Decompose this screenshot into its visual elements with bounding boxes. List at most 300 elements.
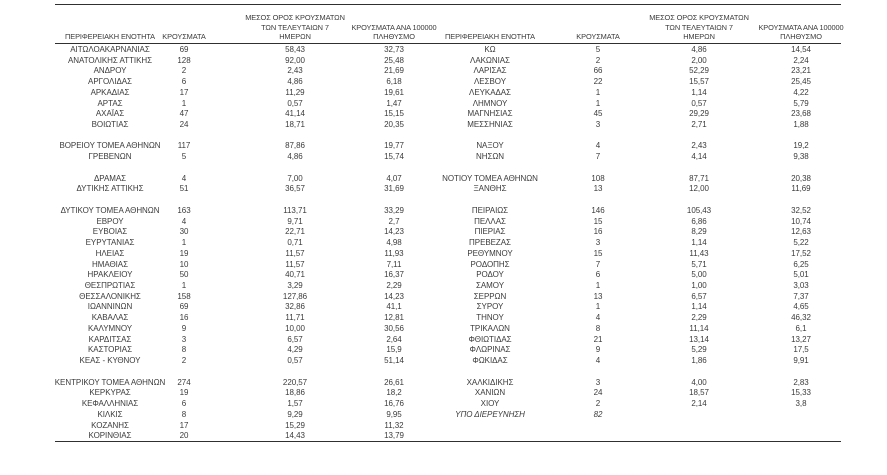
table-row bbox=[55, 312, 841, 323]
cases-cell: 163 bbox=[177, 205, 191, 215]
header-line: ΤΩΝ ΤΕΛΕΥΤΑΙΩΝ 7 bbox=[665, 22, 733, 32]
region-name-cell: ΚΩ bbox=[484, 44, 496, 54]
region-name-cell: ΛΑΡΙΣΑΣ bbox=[473, 66, 507, 76]
cases-cell: 13 bbox=[593, 291, 603, 301]
header-line: ΗΜΕΡΩΝ bbox=[683, 32, 715, 42]
per100k-cell: 9,38 bbox=[793, 152, 809, 162]
per100k-cell: 7,11 bbox=[386, 259, 402, 269]
region-name-cell: ΚΕΦΑΛΛΗΝΙΑΣ bbox=[81, 399, 139, 409]
cases-cell: 4 bbox=[181, 173, 187, 183]
cases-cell: 51 bbox=[179, 184, 189, 194]
region-name-cell: ΓΡΕΒΕΝΩΝ bbox=[88, 152, 132, 162]
per100k-cell: 32,52 bbox=[791, 205, 811, 215]
per100k-cell: 15,9 bbox=[386, 345, 402, 355]
header-line: ΚΡΟΥΣΜΑΤΑ ΑΝΑ 100000 bbox=[351, 22, 437, 32]
avg7-cell: 113,71 bbox=[283, 205, 307, 215]
region-name-cell: ΜΑΓΝΗΣΙΑΣ bbox=[467, 109, 513, 119]
avg7-cell: 29,29 bbox=[689, 109, 709, 119]
per100k-cell: 4,07 bbox=[386, 173, 402, 183]
per100k-cell: 12,63 bbox=[791, 227, 811, 237]
per100k-cell: 2,29 bbox=[386, 281, 402, 291]
per100k-header-right bbox=[758, 23, 843, 42]
table-row bbox=[55, 398, 841, 409]
table-row bbox=[55, 76, 841, 87]
cases-cell: 128 bbox=[177, 55, 191, 65]
avg7-cell: 11,57 bbox=[285, 259, 305, 269]
cases-cell: 1 bbox=[181, 281, 187, 291]
per100k-cell: 20,35 bbox=[384, 120, 404, 129]
cases-cell: 4 bbox=[595, 141, 601, 151]
avg7-cell: 10,00 bbox=[285, 323, 305, 333]
avg7-cell: 127,86 bbox=[282, 291, 308, 301]
cases-cell: 4 bbox=[181, 216, 187, 226]
cases-cell: 66 bbox=[593, 66, 603, 76]
region-name-cell: ΔΥΤΙΚΟΥ ΤΟΜΕΑ ΑΘΗΝΩΝ bbox=[60, 205, 160, 215]
avg7-cell: 87,71 bbox=[689, 173, 709, 183]
cases-cell: 108 bbox=[591, 173, 605, 183]
per100k-header-left bbox=[351, 23, 436, 42]
cases-cell: 13 bbox=[593, 184, 603, 194]
per100k-cell: 9,95 bbox=[386, 409, 402, 419]
cases-cell: 9 bbox=[595, 345, 601, 355]
cases-cell: 6 bbox=[181, 77, 187, 87]
avg7-cell: 13,14 bbox=[689, 334, 709, 344]
per100k-cell: 23,68 bbox=[791, 109, 811, 119]
cases-cell: 82 bbox=[593, 409, 603, 419]
avg7-cell: 2,43 bbox=[287, 66, 303, 76]
avg7-cell: 2,43 bbox=[691, 141, 707, 151]
avg7-cell: 18,86 bbox=[285, 388, 305, 398]
cases-cell: 6 bbox=[181, 399, 187, 409]
cases-cell: 2 bbox=[181, 356, 187, 366]
table-row bbox=[55, 108, 841, 119]
table-row bbox=[55, 430, 841, 441]
cases-header-right: ΚΡΟΥΣΜΑΤΑ bbox=[576, 32, 620, 42]
avg7-cell: 2,14 bbox=[691, 399, 707, 409]
region-name-cell: ΗΛΕΙΑΣ bbox=[95, 248, 125, 258]
cases-cell: 10 bbox=[179, 259, 189, 269]
cases-cell: 22 bbox=[593, 77, 603, 87]
region-name-cell: ΘΕΣΠΡΩΤΙΑΣ bbox=[84, 281, 136, 291]
avg7-cell: 41,14 bbox=[285, 109, 305, 119]
cases-cell: 1 bbox=[181, 238, 187, 248]
per100k-cell: 15,74 bbox=[384, 152, 404, 162]
cases-cell: 3 bbox=[595, 238, 601, 248]
table-row bbox=[55, 44, 841, 55]
region-name-cell: ΦΛΩΡΙΝΑΣ bbox=[469, 345, 511, 355]
avg7-cell: 4,29 bbox=[287, 345, 303, 355]
spacer-row bbox=[55, 130, 841, 141]
avg7-cell: 40,71 bbox=[285, 270, 305, 280]
per100k-cell: 12,81 bbox=[384, 313, 404, 323]
avg7-cell: 6,86 bbox=[691, 216, 707, 226]
per100k-cell: 51,14 bbox=[384, 356, 404, 366]
region-name-cell: ΡΕΘΥΜΝΟΥ bbox=[467, 248, 513, 258]
per100k-cell: 26,61 bbox=[384, 377, 404, 387]
cases-cell: 1 bbox=[595, 302, 601, 312]
header-line: ΠΛΗΘΥΣΜΟ bbox=[780, 32, 822, 42]
cases-cell: 1 bbox=[595, 281, 601, 291]
region-name-cell: ΚΕΑΣ - ΚΥΘΝΟΥ bbox=[79, 356, 141, 366]
per100k-cell: 32,73 bbox=[384, 44, 404, 54]
avg7-cell: 36,57 bbox=[285, 184, 305, 194]
cases-cell: 3 bbox=[595, 120, 601, 129]
avg7-cell: 15,29 bbox=[285, 420, 305, 430]
table-row bbox=[55, 409, 841, 420]
avg7-cell: 1,00 bbox=[691, 281, 707, 291]
cases-cell: 1 bbox=[595, 87, 601, 97]
region-name-cell: ΚΙΛΚΙΣ bbox=[97, 409, 123, 419]
per100k-cell: 3,03 bbox=[793, 281, 809, 291]
cases-cell: 16 bbox=[179, 313, 189, 323]
avg7-cell: 18,57 bbox=[689, 388, 709, 398]
region-name-cell: ΝΟΤΙΟΥ ΤΟΜΕΑ ΑΘΗΝΩΝ bbox=[442, 173, 538, 183]
region-name-cell: ΚΕΡΚΥΡΑΣ bbox=[89, 388, 131, 398]
region-header-right: ΠΕΡΙΦΕΡΕΙΑΚΗ ΕΝΟΤΗΤΑ bbox=[445, 32, 535, 42]
table-row bbox=[55, 302, 841, 313]
per100k-cell: 19,61 bbox=[384, 87, 404, 97]
per100k-cell: 14,54 bbox=[791, 44, 811, 54]
table-row bbox=[55, 65, 841, 76]
avg7-cell: 0,57 bbox=[287, 356, 303, 366]
per100k-cell: 20,38 bbox=[791, 173, 811, 183]
table-row bbox=[55, 184, 841, 195]
region-name-cell: ΚΕΝΤΡΙΚΟΥ ΤΟΜΕΑ ΑΘΗΝΩΝ bbox=[54, 377, 166, 387]
cases-cell: 117 bbox=[177, 141, 191, 151]
per100k-cell: 14,23 bbox=[384, 227, 404, 237]
per100k-cell: 11,69 bbox=[791, 184, 811, 194]
avg7-cell: 5,00 bbox=[691, 270, 707, 280]
per100k-cell: 6,25 bbox=[793, 259, 809, 269]
region-name-cell: ΦΘΙΩΤΙΔΑΣ bbox=[468, 334, 512, 344]
region-name-cell: ΛΑΚΩΝΙΑΣ bbox=[470, 55, 510, 65]
per100k-cell: 33,29 bbox=[384, 205, 404, 215]
cases-cell: 15 bbox=[593, 248, 603, 258]
per100k-cell: 25,48 bbox=[384, 55, 404, 65]
table-row bbox=[55, 420, 841, 431]
cases-cell: 19 bbox=[179, 388, 189, 398]
per100k-cell: 14,23 bbox=[384, 291, 404, 301]
avg7-cell: 4,86 bbox=[287, 152, 303, 162]
region-name-cell: ΧΑΛΚΙΔΙΚΗΣ bbox=[466, 377, 514, 387]
per100k-cell: 5,01 bbox=[793, 270, 809, 280]
cases-cell: 1 bbox=[595, 98, 601, 108]
table-row bbox=[55, 237, 841, 248]
header-line: ΜΕΣΟΣ ΟΡΟΣ ΚΡΟΥΣΜΑΤΩΝ bbox=[245, 12, 345, 22]
avg7-cell: 2,00 bbox=[691, 55, 707, 65]
spacer-row bbox=[55, 194, 841, 205]
avg7-cell: 92,00 bbox=[285, 55, 305, 65]
per100k-cell: 19,2 bbox=[793, 141, 809, 151]
per100k-cell: 31,69 bbox=[384, 184, 404, 194]
cases-cell: 158 bbox=[177, 291, 191, 301]
region-name-cell: ΚΑΣΤΟΡΙΑΣ bbox=[88, 345, 132, 355]
region-name-cell: ΡΟΔΟΥ bbox=[476, 270, 504, 280]
cases-cell: 9 bbox=[181, 323, 187, 333]
region-name-cell: ΦΩΚΙΔΑΣ bbox=[472, 356, 508, 366]
avg7-cell: 0,57 bbox=[287, 98, 303, 108]
avg7-header-right bbox=[649, 13, 749, 42]
cases-cell: 274 bbox=[177, 377, 191, 387]
avg7-cell: 11,71 bbox=[285, 313, 305, 323]
cases-cell: 20 bbox=[179, 431, 189, 441]
cases-cell: 2 bbox=[181, 66, 187, 76]
cases-cell: 5 bbox=[595, 44, 601, 54]
table-row bbox=[55, 388, 841, 399]
region-name-cell: ΥΠΟ ΔΙΕΡΕΥΝΗΣΗ bbox=[455, 409, 525, 419]
cases-cell: 8 bbox=[595, 323, 601, 333]
table-row bbox=[55, 226, 841, 237]
avg7-cell: 11,57 bbox=[285, 248, 305, 258]
per100k-cell: 2,83 bbox=[793, 377, 809, 387]
per100k-cell: 11,93 bbox=[384, 248, 404, 258]
per100k-cell: 17,5 bbox=[793, 345, 809, 355]
table-row bbox=[55, 345, 841, 356]
cases-header-left: ΚΡΟΥΣΜΑΤΑ bbox=[162, 32, 206, 42]
avg7-cell: 15,57 bbox=[689, 77, 709, 87]
region-name-cell: ΞΑΝΘΗΣ bbox=[473, 184, 507, 194]
per100k-cell: 46,32 bbox=[791, 313, 811, 323]
avg7-cell: 14,43 bbox=[285, 431, 305, 441]
table-row bbox=[55, 87, 841, 98]
avg7-cell: 4,86 bbox=[691, 44, 707, 54]
avg7-cell: 18,71 bbox=[285, 120, 305, 129]
per100k-cell: 21,69 bbox=[384, 66, 404, 76]
region-name-cell: ΛΕΣΒΟΥ bbox=[474, 77, 506, 87]
per100k-cell: 30,56 bbox=[384, 323, 404, 333]
cases-cell: 24 bbox=[593, 388, 603, 398]
cases-cell: 17 bbox=[179, 87, 189, 97]
avg7-cell: 2,29 bbox=[691, 313, 707, 323]
cases-cell: 3 bbox=[595, 377, 601, 387]
cases-cell: 24 bbox=[179, 120, 189, 129]
region-name-cell: ΚΑΒΑΛΑΣ bbox=[91, 313, 129, 323]
region-name-cell: ΚΟΖΑΝΗΣ bbox=[91, 420, 129, 430]
per100k-cell: 23,21 bbox=[791, 66, 811, 76]
region-name-cell: ΣΕΡΡΩΝ bbox=[473, 291, 507, 301]
cases-cell: 30 bbox=[179, 227, 189, 237]
per100k-cell: 6,18 bbox=[386, 77, 402, 87]
region-name-cell: ΛΗΜΝΟΥ bbox=[472, 98, 508, 108]
cases-cell: 4 bbox=[595, 313, 601, 323]
avg7-header-left bbox=[245, 13, 345, 42]
cases-cell: 19 bbox=[179, 248, 189, 258]
cases-cell: 47 bbox=[179, 109, 189, 119]
cases-cell: 7 bbox=[595, 152, 601, 162]
avg7-cell: 105,43 bbox=[686, 205, 712, 215]
per100k-cell: 18,2 bbox=[386, 388, 402, 398]
avg7-cell: 0,57 bbox=[691, 98, 707, 108]
per100k-cell: 7,37 bbox=[793, 291, 809, 301]
avg7-cell: 1,14 bbox=[691, 87, 707, 97]
per100k-cell: 4,65 bbox=[793, 302, 809, 312]
region-name-cell: ΤΗΝΟΥ bbox=[476, 313, 504, 323]
table-row bbox=[55, 355, 841, 366]
avg7-cell: 9,29 bbox=[287, 409, 303, 419]
region-name-cell: ΧΑΝΙΩΝ bbox=[474, 388, 506, 398]
avg7-cell: 5,71 bbox=[691, 259, 707, 269]
per100k-cell: 16,37 bbox=[384, 270, 404, 280]
header-line: ΗΜΕΡΩΝ bbox=[279, 32, 311, 42]
per100k-cell: 15,33 bbox=[791, 388, 811, 398]
table-body bbox=[55, 44, 841, 441]
region-name-cell: ΑΡΤΑΣ bbox=[97, 98, 123, 108]
table-row bbox=[55, 151, 841, 162]
avg7-cell: 9,71 bbox=[287, 216, 303, 226]
region-name-cell: ΕΒΡΟΥ bbox=[96, 216, 124, 226]
region-name-cell: ΠΕΙΡΑΙΩΣ bbox=[471, 205, 509, 215]
header-line: ΤΩΝ ΤΕΛΕΥΤΑΙΩΝ 7 bbox=[261, 22, 329, 32]
per100k-cell: 2,7 bbox=[388, 216, 400, 226]
table-row bbox=[55, 205, 841, 216]
table-row bbox=[55, 141, 841, 152]
avg7-cell: 1,86 bbox=[691, 356, 707, 366]
region-name-cell: ΑΡΚΑΔΙΑΣ bbox=[90, 87, 130, 97]
avg7-cell: 1,57 bbox=[287, 399, 303, 409]
cases-cell: 1 bbox=[181, 98, 187, 108]
region-name-cell: ΑΙΤΩΛΟΑΚΑΡΝΑΝΙΑΣ bbox=[70, 44, 150, 54]
avg7-cell: 7,00 bbox=[287, 173, 303, 183]
avg7-cell: 11,29 bbox=[285, 87, 305, 97]
per100k-cell: 13,79 bbox=[384, 431, 404, 441]
spacer-row bbox=[55, 366, 841, 377]
cases-cell: 146 bbox=[591, 205, 605, 215]
avg7-cell: 6,57 bbox=[691, 291, 707, 301]
table-row bbox=[55, 119, 841, 130]
per100k-cell: 2,64 bbox=[386, 334, 402, 344]
cases-cell: 4 bbox=[595, 356, 601, 366]
region-name-cell: ΔΥΤΙΚΗΣ ΑΤΤΙΚΗΣ bbox=[76, 184, 144, 194]
region-name-cell: ΕΥΡΥΤΑΝΙΑΣ bbox=[85, 238, 135, 248]
cases-cell: 50 bbox=[179, 270, 189, 280]
region-name-cell: ΕΥΒΟΙΑΣ bbox=[92, 227, 128, 237]
avg7-cell: 8,29 bbox=[691, 227, 707, 237]
cases-cell: 8 bbox=[181, 409, 187, 419]
avg7-cell: 87,86 bbox=[285, 141, 305, 151]
table-row bbox=[55, 377, 841, 388]
avg7-cell: 32,86 bbox=[285, 302, 305, 312]
table-row bbox=[55, 216, 841, 227]
cases-cell: 45 bbox=[593, 109, 603, 119]
header-line: ΜΕΣΟΣ ΟΡΟΣ ΚΡΟΥΣΜΑΤΩΝ bbox=[649, 12, 749, 22]
per100k-cell: 3,8 bbox=[795, 399, 807, 409]
per100k-cell: 1,88 bbox=[793, 120, 809, 129]
per100k-cell: 4,98 bbox=[386, 238, 402, 248]
avg7-cell: 4,00 bbox=[691, 377, 707, 387]
cases-cell: 69 bbox=[179, 302, 189, 312]
cases-cell: 69 bbox=[179, 44, 189, 54]
cases-cell: 3 bbox=[181, 334, 187, 344]
avg7-cell: 11,43 bbox=[689, 248, 709, 258]
table-header bbox=[55, 5, 844, 44]
region-name-cell: ΛΕΥΚΑΔΑΣ bbox=[469, 87, 511, 97]
per100k-cell: 5,79 bbox=[793, 98, 809, 108]
per100k-cell: 6,1 bbox=[795, 323, 807, 333]
avg7-cell: 58,43 bbox=[285, 44, 305, 54]
per100k-cell: 41,1 bbox=[386, 302, 402, 312]
cases-cell: 16 bbox=[593, 227, 603, 237]
avg7-cell: 6,57 bbox=[287, 334, 303, 344]
table-row bbox=[55, 98, 841, 109]
cases-cell: 6 bbox=[595, 270, 601, 280]
region-name-cell: ΔΡΑΜΑΣ bbox=[93, 173, 127, 183]
per100k-cell: 11,32 bbox=[384, 420, 404, 430]
table-row bbox=[55, 173, 841, 184]
table-row bbox=[55, 259, 841, 270]
region-name-cell: ΝΑΞΟΥ bbox=[476, 141, 504, 151]
table-row bbox=[55, 248, 841, 259]
region-name-cell: ΠΡΕΒΕΖΑΣ bbox=[469, 238, 511, 248]
region-name-cell: ΠΙΕΡΙΑΣ bbox=[474, 227, 506, 237]
cases-cell: 8 bbox=[181, 345, 187, 355]
region-name-cell: ΠΕΛΛΑΣ bbox=[474, 216, 506, 226]
region-name-cell: ΗΜΑΘΙΑΣ bbox=[92, 259, 128, 269]
table-row bbox=[55, 280, 841, 291]
region-name-cell: ΜΕΣΣΗΝΙΑΣ bbox=[467, 120, 513, 129]
cases-cell: 15 bbox=[593, 216, 603, 226]
region-name-cell: ΘΕΣΣΑΛΟΝΙΚΗΣ bbox=[79, 291, 141, 301]
table-row bbox=[55, 55, 841, 66]
cases-cell: 21 bbox=[593, 334, 603, 344]
region-name-cell: ΑΝΔΡΟΥ bbox=[93, 66, 127, 76]
region-name-cell: ΣΑΜΟΥ bbox=[476, 281, 504, 291]
region-name-cell: ΑΡΓΟΛΙΔΑΣ bbox=[88, 77, 132, 87]
avg7-cell: 12,00 bbox=[689, 184, 709, 194]
avg7-cell: 2,71 bbox=[691, 120, 707, 129]
header-line: ΚΡΟΥΣΜΑΤΑ ΑΝΑ 100000 bbox=[758, 22, 844, 32]
per100k-cell: 4,22 bbox=[793, 87, 809, 97]
region-name-cell: ΗΡΑΚΛΕΙΟΥ bbox=[87, 270, 133, 280]
cases-cell: 2 bbox=[595, 399, 601, 409]
cases-cell: 17 bbox=[179, 420, 189, 430]
region-name-cell: ΒΟΡΕΙΟΥ ΤΟΜΕΑ ΑΘΗΝΩΝ bbox=[59, 141, 161, 151]
avg7-cell: 52,29 bbox=[689, 66, 709, 76]
per100k-cell: 16,76 bbox=[384, 399, 404, 409]
avg7-cell: 1,14 bbox=[691, 302, 707, 312]
region-name-cell: ΑΝΑΤΟΛΙΚΗΣ ΑΤΤΙΚΗΣ bbox=[68, 55, 152, 65]
region-name-cell: ΚΑΛΥΜΝΟΥ bbox=[87, 323, 133, 333]
per100k-cell: 13,27 bbox=[791, 334, 811, 344]
spacer-row bbox=[55, 162, 841, 173]
avg7-cell: 22,71 bbox=[285, 227, 305, 237]
region-name-cell: ΚΑΡΔΙΤΣΑΣ bbox=[88, 334, 132, 344]
regional-cases-table bbox=[54, 4, 844, 442]
table-row bbox=[55, 291, 841, 302]
per100k-cell: 19,77 bbox=[384, 141, 404, 151]
region-name-cell: ΣΥΡΟΥ bbox=[476, 302, 504, 312]
avg7-cell: 4,86 bbox=[287, 77, 303, 87]
per100k-cell: 10,74 bbox=[791, 216, 811, 226]
avg7-cell: 11,14 bbox=[689, 323, 709, 333]
per100k-cell: 9,91 bbox=[793, 356, 809, 366]
cases-cell: 5 bbox=[181, 152, 187, 162]
region-name-cell: ΒΟΙΩΤΙΑΣ bbox=[91, 120, 129, 129]
per100k-cell: 1,47 bbox=[386, 98, 402, 108]
region-name-cell: ΤΡΙΚΑΛΩΝ bbox=[470, 323, 510, 333]
table-row bbox=[55, 269, 841, 280]
avg7-cell: 1,14 bbox=[691, 238, 707, 248]
table-row bbox=[55, 323, 841, 334]
cases-cell: 2 bbox=[595, 55, 601, 65]
region-name-cell: ΙΩΑΝΝΙΝΩΝ bbox=[87, 302, 133, 312]
region-name-cell: ΚΟΡΙΝΘΙΑΣ bbox=[88, 431, 132, 441]
region-name-cell: ΡΟΔΟΠΗΣ bbox=[470, 259, 510, 269]
avg7-cell: 5,29 bbox=[691, 345, 707, 355]
region-name-cell: ΝΗΣΩΝ bbox=[475, 152, 505, 162]
region-name-cell: ΧΙΟΥ bbox=[480, 399, 500, 409]
per100k-cell: 15,15 bbox=[384, 109, 404, 119]
avg7-cell: 220,57 bbox=[282, 377, 308, 387]
